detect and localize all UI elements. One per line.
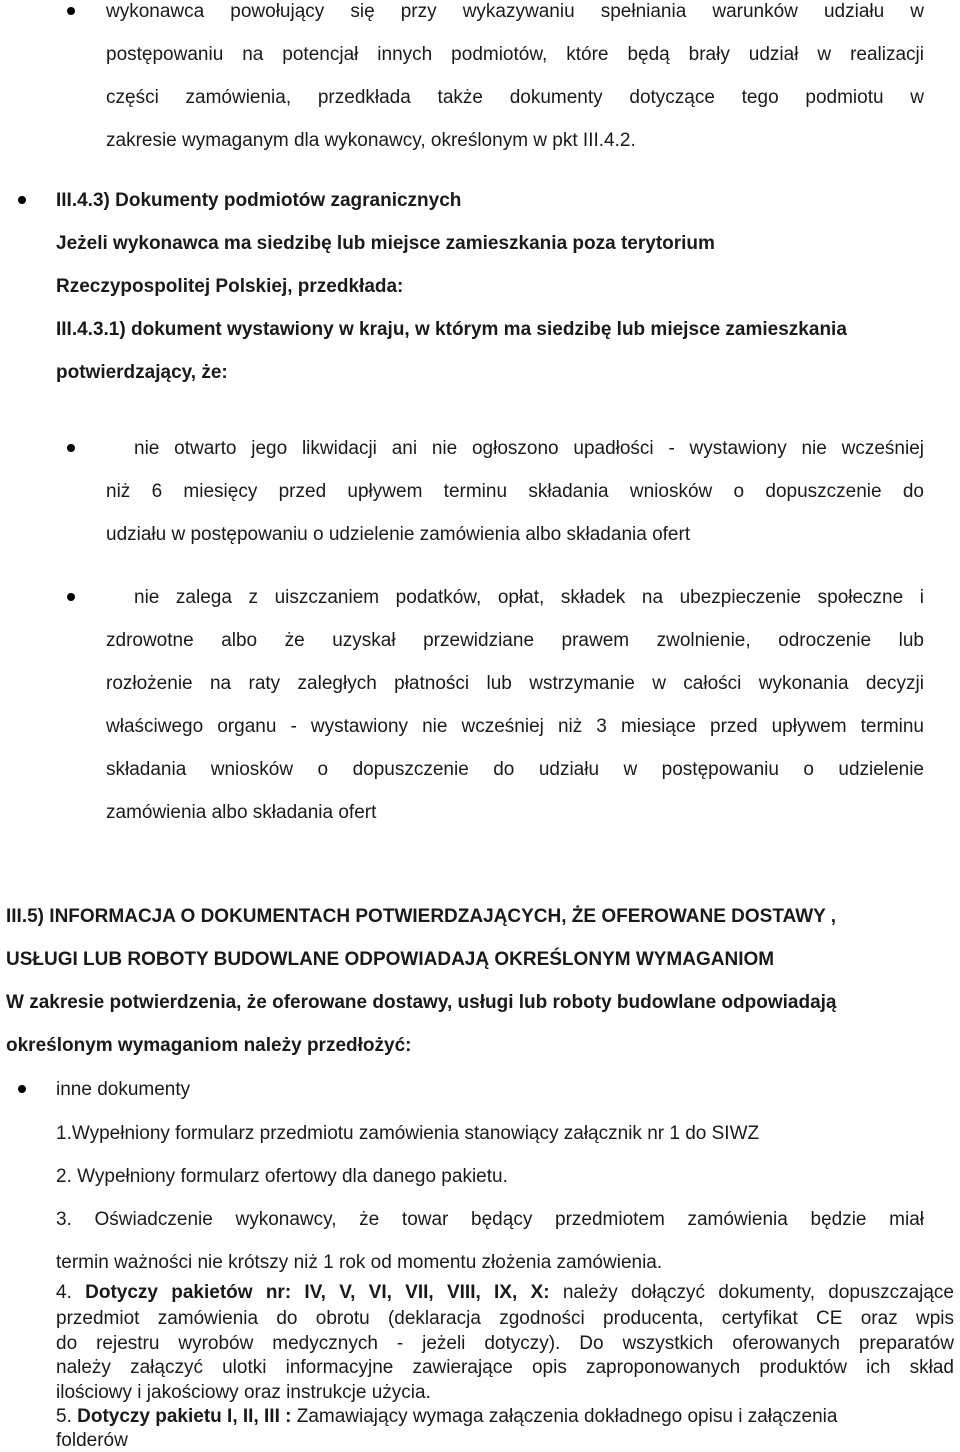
bullet-icon xyxy=(67,444,75,452)
numbered-item-line: należy załączyć ulotki informacyjne zawierające opis zaproponowanych produktów ich skład xyxy=(56,1357,954,1378)
bullet-icon xyxy=(18,196,26,204)
numbered-item xyxy=(56,1282,954,1304)
bullet-icon xyxy=(67,593,75,601)
numbered-item-line: do rejestru wyrobów medycznych - jeżeli dotyczy). Do wszystkich oferowanych preparatów xyxy=(56,1333,954,1354)
subsection-heading: III.4.3.1) dokument wystawiony w kraju, w którym ma siedzibę lub miejsce zamieszkania xyxy=(56,319,847,340)
paragraph-line: zakresie wymaganym dla wykonawcy, określonym w pkt III.4.2. xyxy=(106,130,636,151)
section-heading: USŁUGI LUB ROBOTY BUDOWLANE ODPOWIADAJĄ OKREŚLONYM WYMAGANIOM xyxy=(6,949,775,970)
section-intro-line: określonym wymaganiom należy przedłożyć: xyxy=(6,1035,412,1056)
paragraph-line: postępowaniu na potencjał innych podmiotów, które będą brały udział w realizacji xyxy=(106,44,924,65)
section-heading: III.4.3) Dokumenty podmiotów zagranicznych xyxy=(56,190,462,211)
numbered-item-line: przedmiot zamówienia do obrotu (deklaracja zgodności producenta, certyfikat CE oraz wpis xyxy=(56,1308,954,1329)
section-intro-line: Jeżeli wykonawca ma siedzibę lub miejsce zamieszkania poza terytorium xyxy=(56,233,715,254)
list-item-line: nie zalega z uiszczaniem podatków, opłat, składek na ubezpieczenie społeczne i xyxy=(134,587,924,608)
numbered-item: 1.Wypełniony formularz przedmiotu zamówienia stanowiący załącznik nr 1 do SIWZ xyxy=(56,1123,760,1144)
item-bold-text: Dotyczy pakietu I, II, III : xyxy=(77,1406,292,1427)
section-heading: III.5) INFORMACJA O DOKUMENTACH POTWIERDZAJĄCYCH, ŻE OFEROWANE DOSTAWY , xyxy=(6,906,837,927)
bullet-icon xyxy=(67,7,75,15)
item-text: należy dołączyć dokumenty, dopuszczające xyxy=(549,1282,954,1303)
paragraph-line: części zamówienia, przedkłada także dokumenty dotyczące tego podmiotu w xyxy=(106,87,924,108)
list-item-line: zdrowotne albo że uzyskał przewidziane prawem zwolnienie, odroczenie lub xyxy=(106,630,924,651)
list-item-line: zamówienia albo składania ofert xyxy=(106,802,377,823)
list-item-line: niż 6 miesięcy przed upływem terminu składania wniosków o dopuszczenie do xyxy=(106,481,924,502)
list-item-line: składania wniosków o dopuszczenie do udziału w postępowaniu o udzielenie xyxy=(106,759,924,780)
numbered-item-line: folderów xyxy=(56,1430,128,1451)
numbered-item: 2. Wypełniony formularz ofertowy dla danego pakietu. xyxy=(56,1166,508,1187)
item-number: 4. xyxy=(56,1282,86,1303)
list-item-line: nie otwarto jego likwidacji ani nie ogłoszono upadłości - wystawiony nie wcześniej xyxy=(134,438,924,459)
subsection-heading: potwierdzający, że: xyxy=(56,362,228,383)
item-text: Zamawiający wymaga załączenia dokładnego opisu i załączenia xyxy=(291,1406,838,1427)
numbered-item xyxy=(56,1406,837,1428)
item-number: 5. xyxy=(56,1406,78,1427)
paragraph-line: wykonawca powołujący się przy wykazywaniu spełniania warunków udziału w xyxy=(106,1,924,22)
bullet-icon xyxy=(18,1085,26,1093)
list-item-line: rozłożenie na raty zaległych płatności lub wstrzymanie w całości wykonania decyzji xyxy=(106,673,924,694)
list-item-label: inne dokumenty xyxy=(56,1079,191,1100)
list-item-line: udziału w postępowaniu o udzielenie zamówienia albo składania ofert xyxy=(106,524,691,545)
numbered-item-line: ilościowy i jakościowy oraz instrukcje użycia. xyxy=(56,1382,431,1403)
item-bold-text: Dotyczy pakietów nr: IV, V, VI, VII, VIII, IX, X: xyxy=(85,1282,550,1303)
numbered-item-line: termin ważności nie krótszy niż 1 rok od momentu złożenia zamówienia. xyxy=(56,1252,663,1273)
list-item-line: właściwego organu - wystawiony nie wcześniej niż 3 miesiące przed upływem terminu xyxy=(106,716,924,737)
section-intro-line: Rzeczypospolitej Polskiej, przedkłada: xyxy=(56,276,404,297)
section-intro-line: W zakresie potwierdzenia, że oferowane dostawy, usługi lub roboty budowlane odpowiadają xyxy=(6,992,837,1013)
numbered-item: 3. Oświadczenie wykonawcy, że towar będący przedmiotem zamówienia będzie miał xyxy=(56,1209,924,1230)
